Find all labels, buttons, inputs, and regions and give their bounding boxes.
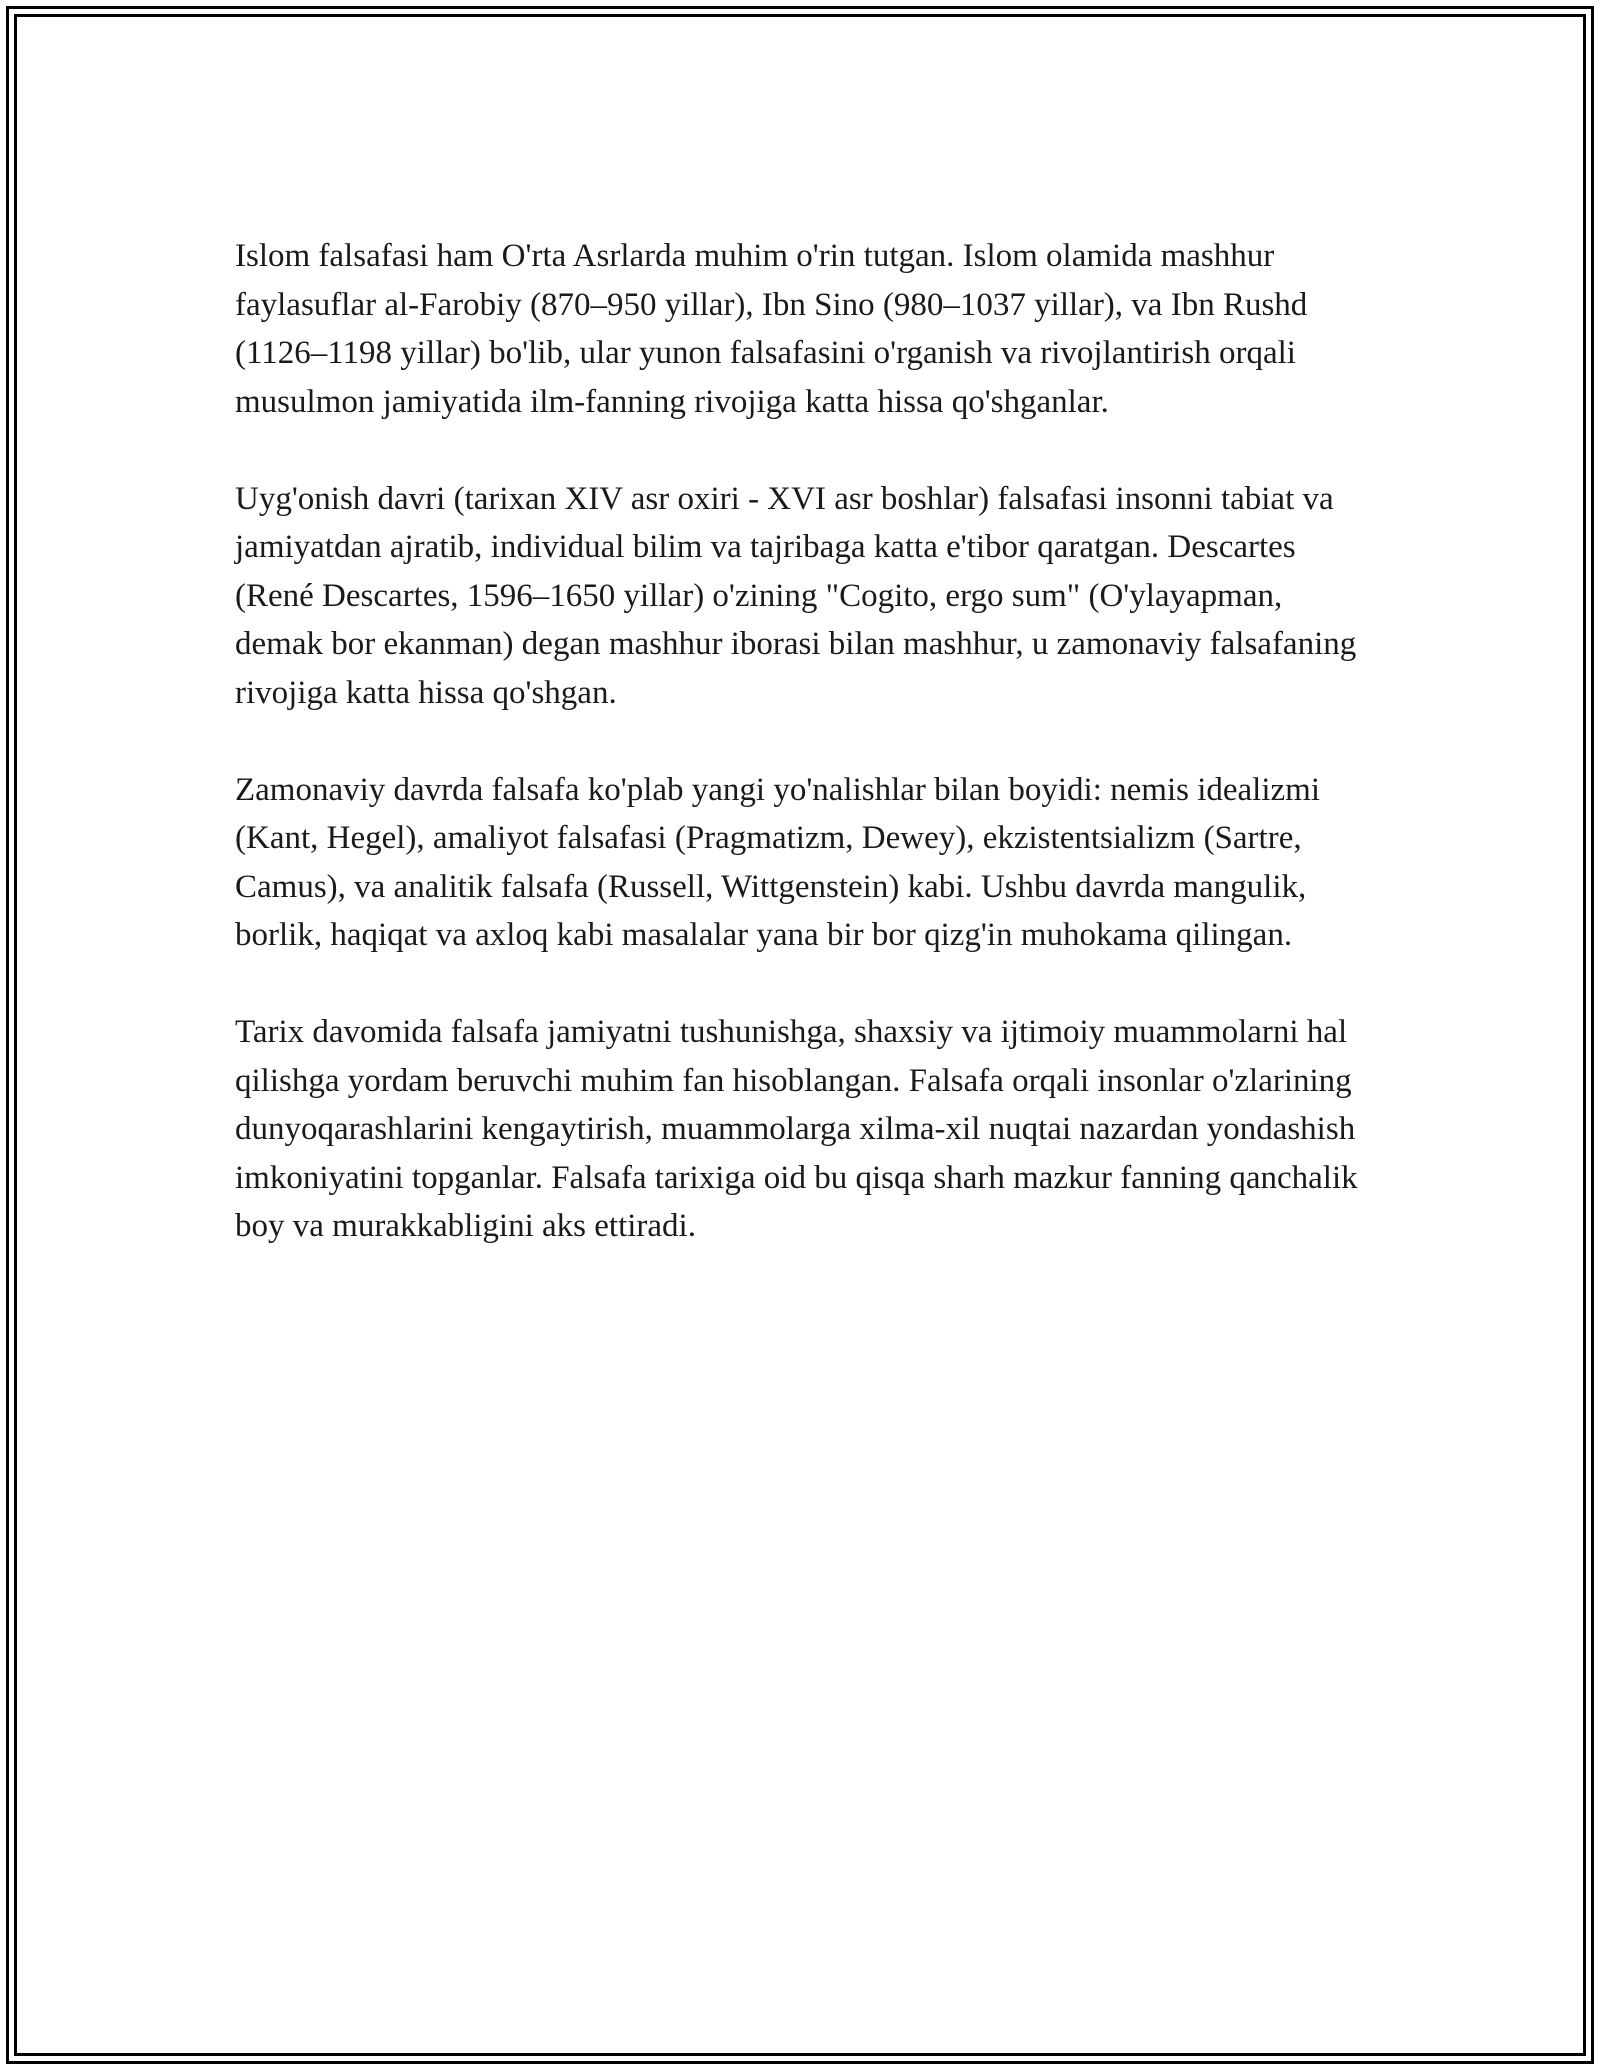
paragraph-modern-philosophy: Zamonaviy davrda falsafa ko'plab yangi yo'nalishlar bilan boyidi: nemis idealizmi (Kant, Hegel), amaliyot falsafasi (Pragmatizm, Dewey), ekzistentsializm (Sartre, Camus), va analitik falsafa (Russell, Wittgenstein) kabi. Ushbu davrda mangulik, borlik, haqiqat va axloq kabi masalalar yana bir bor qizg'in muhokama qilingan. [235, 771, 1321, 953]
document-body [235, 232, 1370, 1299]
paragraph-islamic-philosophy: Islom falsafasi ham O'rta Asrlarda muhim o'rin tutgan. Islom olamida mashhur faylasuflar al-Farobiy (870–950 yillar), Ibn Sino (980–1037 yillar), va Ibn Rushd (1126–1198 yillar) bo'lib, ular yunon falsafasini o'rganish va rivojlantirish orqali musulmon jamiyatida ilm-fanning rivojiga katta hissa qo'shganlar. [235, 238, 1308, 420]
paragraph-renaissance-philosophy: Uyg'onish davri (tarixan XIV asr oxiri - XVI asr boshlar) falsafasi insonni tabiat va jamiyatdan ajratib, individual bilim va tajribaga katta e'tibor qaratgan. Descartes (René Descartes, 1596–1650 yillar) o'zining "Cogito, ergo sum" (O'ylayapman, demak bor ekanman) degan mashhur iborasi bilan mashhur, u zamonaviy falsafaning rivojiga katta hissa qo'shgan. [235, 480, 1357, 711]
paragraph-conclusion: Tarix davomida falsafa jamiyatni tushunishga, shaxsiy va ijtimoiy muammolarni hal qilishga yordam beruvchi muhim fan hisoblangan. Falsafa orqali insonlar o'zlarining dunyoqarashlarini kengaytirish, muammolarga xilma-xil nuqtai nazardan yondashish imkoniyatini topganlar. Falsafa tarixiga oid bu qisqa sharh mazkur fanning qanchalik boy va murakkabligini aks ettiradi. [235, 1014, 1358, 1244]
